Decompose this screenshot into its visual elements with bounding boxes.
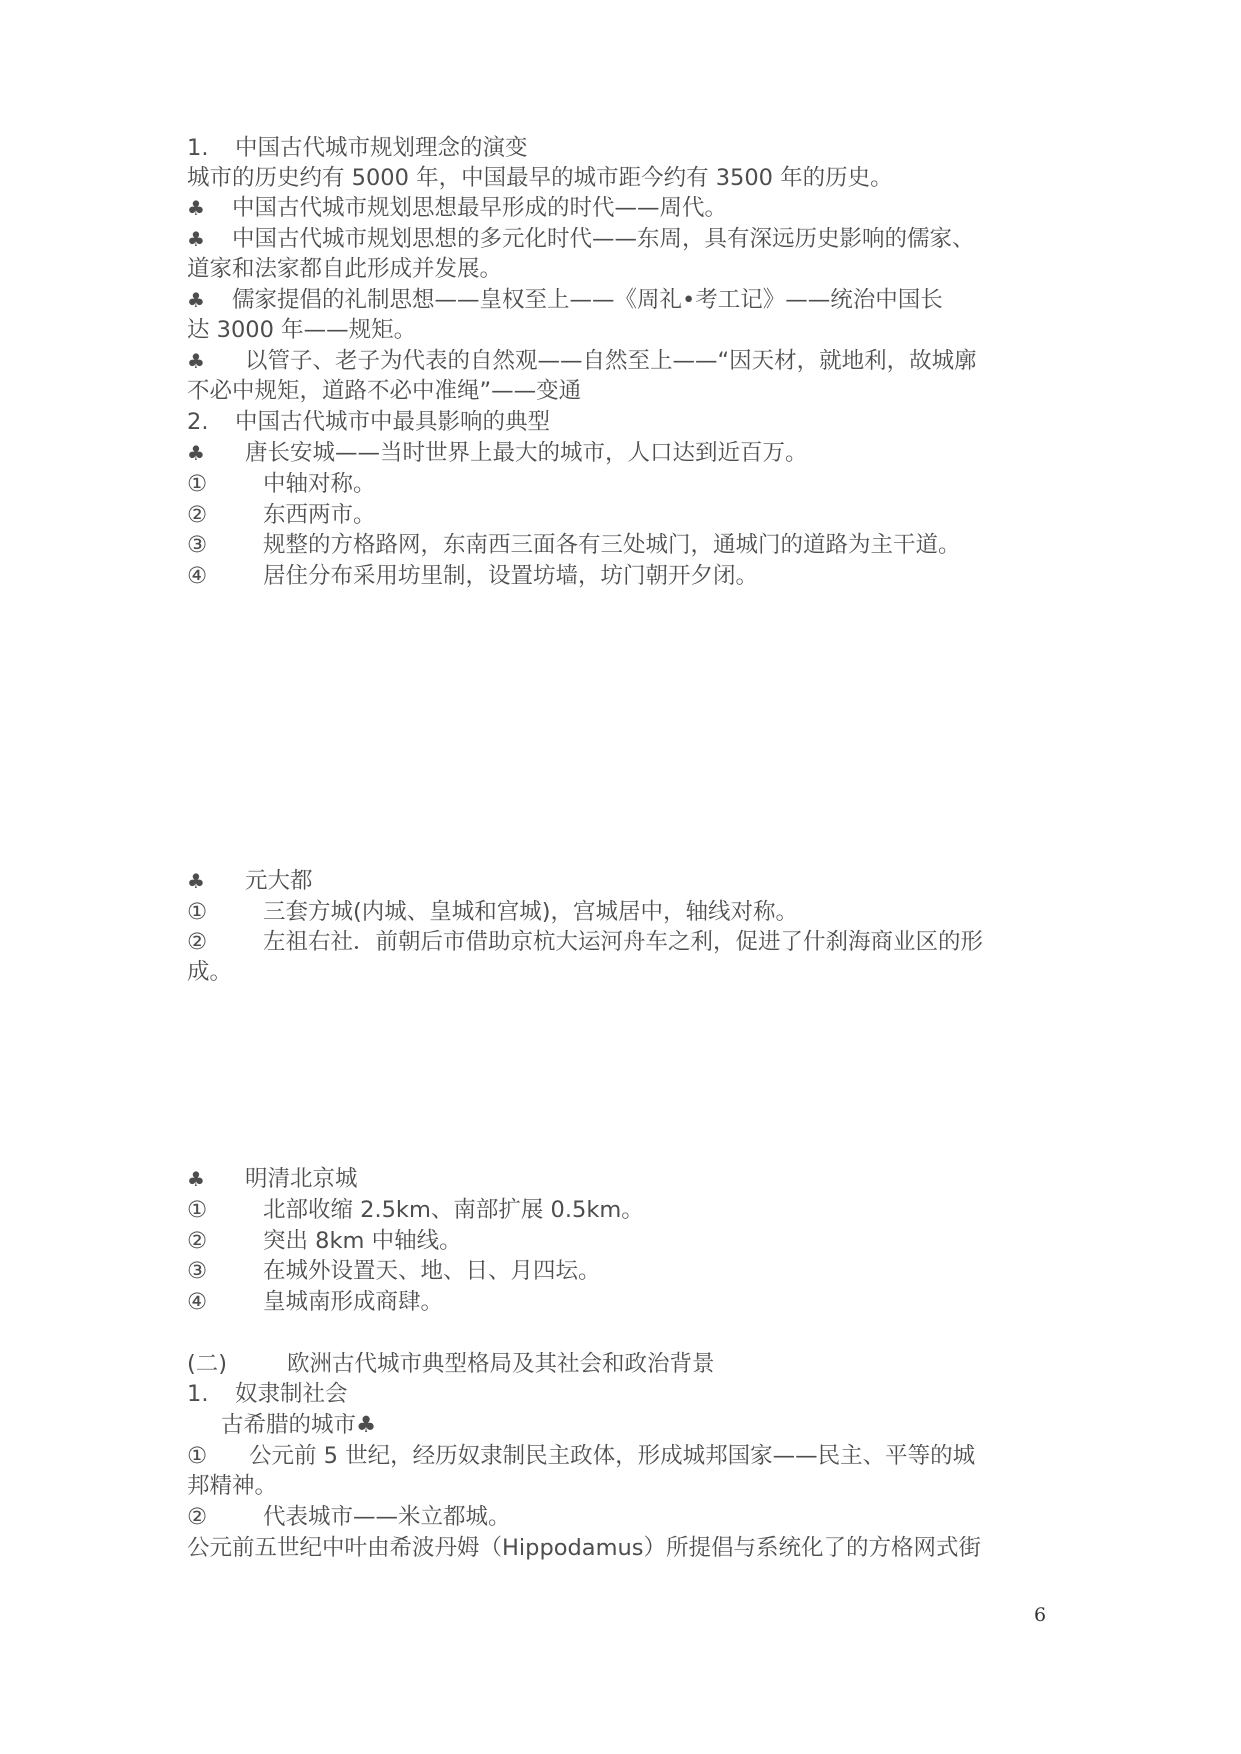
- bullet-text: 中国古代城市规划思想的多元化时代——东周，具有深远历史影响的儒家、: [232, 226, 975, 252]
- list-number: ③: [187, 1258, 208, 1284]
- bullet-continuation: 道家和法家都自此形成并发展。: [187, 256, 503, 282]
- city-title-text: 明清北京城: [245, 1166, 358, 1192]
- list-number: ①: [187, 1197, 208, 1223]
- list-text: 北部收缩 2.5km、南部扩展 0.5km。: [263, 1197, 644, 1223]
- club-bullet-icon: ♣: [187, 196, 205, 220]
- list-text: 东西两市。: [263, 502, 376, 528]
- list-continuation: 成。: [187, 959, 233, 985]
- club-bullet-icon: ♣: [187, 869, 205, 893]
- list-number: ②: [187, 929, 208, 955]
- list-number: ②: [187, 1228, 208, 1254]
- section-number: 2.: [187, 409, 209, 435]
- list-continuation: 邦精神。: [187, 1473, 278, 1499]
- list-number: ①: [187, 471, 208, 497]
- section-title: 奴隶制社会: [235, 1381, 348, 1407]
- list-number: ②: [187, 502, 208, 528]
- list-number: ④: [187, 563, 208, 589]
- section-number: 1.: [187, 1381, 209, 1407]
- club-bullet-icon: ♣: [187, 349, 205, 373]
- bullet-text: 以管子、老子为代表的自然观——自然至上——“因天材，就地利，故城廓: [245, 348, 977, 374]
- city-title-text: 元大都: [245, 868, 313, 894]
- intro-paragraph: 城市的历史约有 5000 年，中国最早的城市距今约有 3500 年的历史。: [187, 165, 893, 191]
- list-text: 在城外设置天、地、日、月四坛。: [263, 1258, 601, 1284]
- bullet-continuation: 不必中规矩，道路不必中准绳”——变通: [187, 378, 582, 404]
- bullet-text: 儒家提倡的礼制思想——皇权至上——《周礼•考工记》——统治中国长: [232, 287, 943, 313]
- greece-title: 古希腊的城市♣: [221, 1412, 377, 1438]
- section-title: 欧洲古代城市典型格局及其社会和政治背景: [287, 1351, 715, 1377]
- section-title: 中国古代城市中最具影响的典型: [235, 409, 551, 435]
- section-title: 中国古代城市规划理念的演变: [235, 135, 528, 161]
- club-bullet-icon: ♣: [187, 441, 205, 465]
- club-bullet-icon: ♣: [187, 1167, 205, 1191]
- list-text: 代表城市——米立都城。: [263, 1504, 511, 1530]
- list-number: ③: [187, 532, 208, 558]
- bullet-text: 中国古代城市规划思想最早形成的时代——周代。: [232, 195, 728, 221]
- section-number: 1.: [187, 135, 209, 161]
- list-number: ①: [187, 1443, 208, 1469]
- list-number: ①: [187, 899, 208, 925]
- city-title-text: 唐长安城——当时世界上最大的城市，人口达到近百万。: [245, 440, 808, 466]
- list-text: 规整的方格路网，东南西三面各有三处城门，通城门的道路为主干道。: [263, 532, 961, 558]
- list-text: 中轴对称。: [263, 471, 376, 497]
- list-number: ②: [187, 1504, 208, 1530]
- page-number: 6: [1034, 1604, 1047, 1626]
- list-text: 公元前 5 世纪，经历奴隶制民主政体，形成城邦国家——民主、平等的城: [249, 1443, 976, 1469]
- club-bullet-icon: ♣: [187, 227, 205, 251]
- list-text: 三套方城(内城、皇城和宫城)，宫城居中，轴线对称。: [263, 899, 799, 925]
- section-number: (二): [187, 1351, 228, 1377]
- list-text: 皇城南形成商肆。: [263, 1289, 444, 1315]
- club-bullet-icon: ♣: [187, 288, 205, 312]
- list-text: 左祖右社．前朝后市借助京杭大运河舟车之利，促进了什刹海商业区的形: [263, 929, 984, 955]
- list-text: 突出 8km 中轴线。: [263, 1228, 462, 1254]
- list-text: 居住分布采用坊里制，设置坊墙，坊门朝开夕闭。: [263, 563, 759, 589]
- list-number: ④: [187, 1289, 208, 1315]
- bullet-continuation: 达 3000 年——规矩。: [187, 317, 417, 343]
- body-paragraph: 公元前五世纪中叶由希波丹姆（Hippodamus）所提倡与系统化了的方格网式街: [187, 1535, 981, 1561]
